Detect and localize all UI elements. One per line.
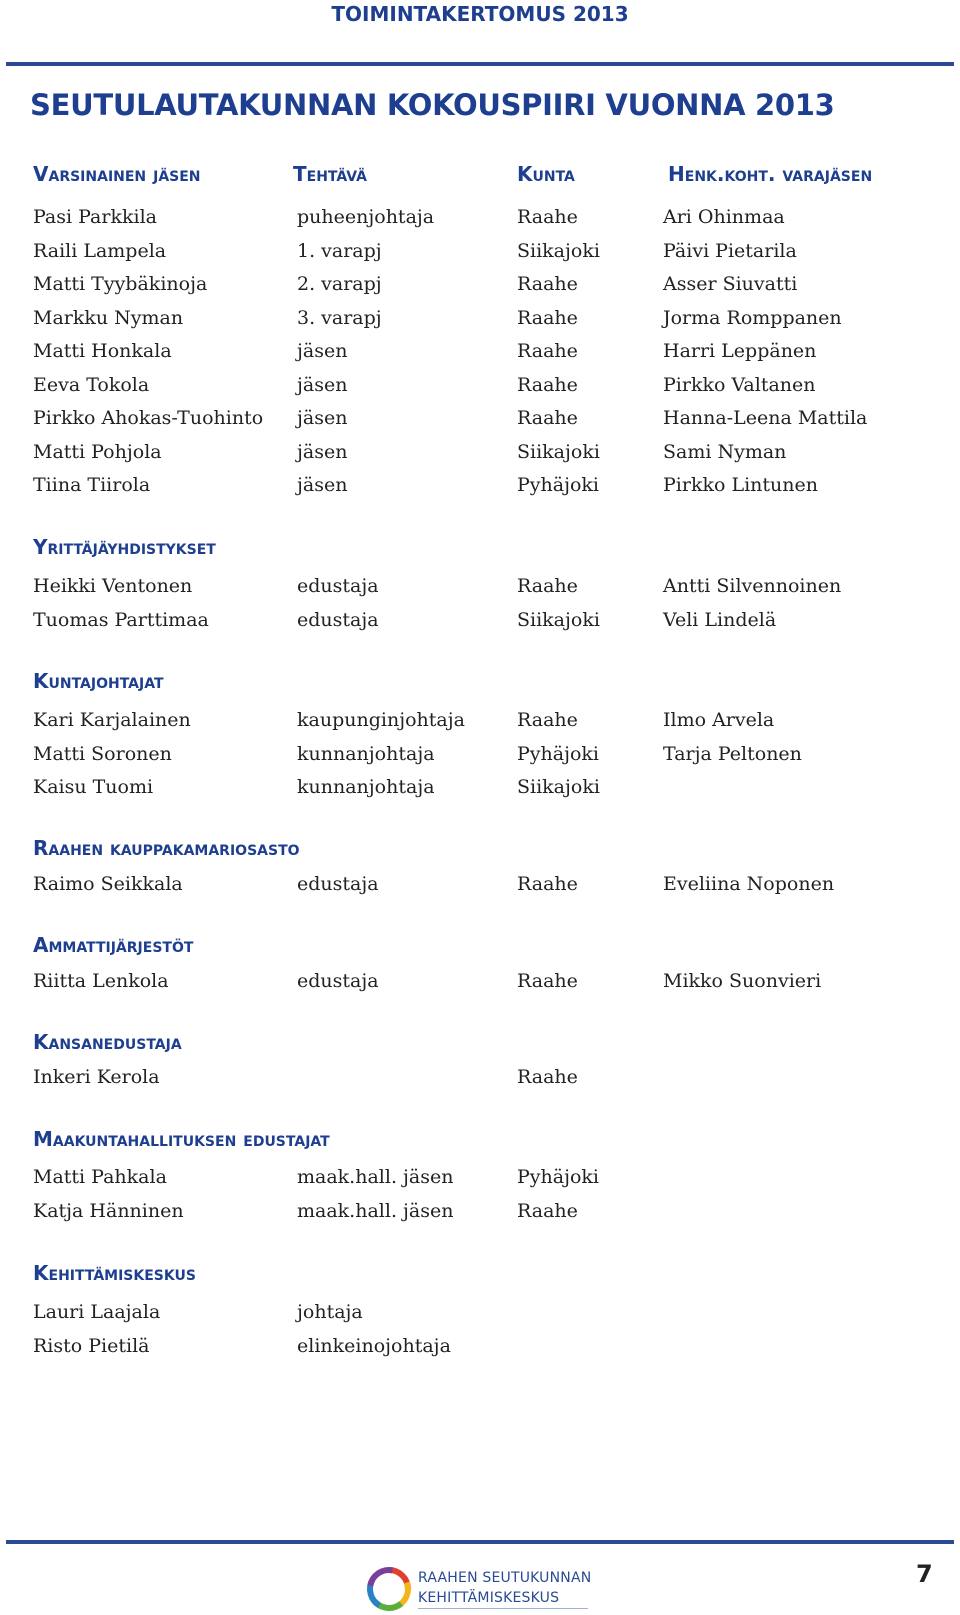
member-name: Kari Karjalainen	[33, 709, 191, 731]
role: kunnanjohtaja	[297, 776, 435, 798]
role: edustaja	[297, 575, 379, 597]
member-name: Katja Hänninen	[33, 1200, 184, 1222]
role: johtaja	[297, 1301, 363, 1323]
list-item	[0, 741, 960, 771]
deputy-name: Harri Leppänen	[663, 340, 817, 362]
page-title: SEUTULAUTAKUNNAN KOKOUSPIIRI VUONNA 2013	[30, 88, 835, 122]
deputy-name: Eveliina Noponen	[663, 873, 835, 895]
municipality: Pyhäjoki	[517, 743, 600, 765]
deputy-name: Hanna-Leena Mattila	[663, 407, 868, 429]
list-item	[0, 968, 960, 998]
role: maak.hall. jäsen	[297, 1200, 454, 1222]
column-header-deputy: henk.koht. varajäsen	[668, 162, 873, 186]
municipality: Raahe	[517, 1200, 578, 1222]
deputy-name: Veli Lindelä	[663, 609, 777, 631]
member-name: Risto Pietilä	[33, 1335, 150, 1357]
list-item	[0, 871, 960, 901]
list-item	[0, 1064, 960, 1094]
role: edustaja	[297, 970, 379, 992]
member-name: Eeva Tokola	[33, 374, 150, 396]
municipality: Siikajoki	[517, 240, 600, 262]
member-name: Tiina Tiirola	[33, 474, 151, 496]
municipality: Raahe	[517, 1066, 578, 1088]
role: puheenjohtaja	[297, 206, 435, 228]
footer-rule	[6, 1540, 954, 1544]
member-name: Pasi Parkkila	[33, 206, 157, 228]
member-name: Matti Tyybäkinoja	[33, 273, 208, 295]
role: jäsen	[297, 374, 348, 396]
member-name: Matti Pohjola	[33, 441, 162, 463]
role: 3. varapj	[297, 307, 382, 329]
municipality: Raahe	[517, 273, 578, 295]
logo-text-line2: KEHITTÄMISKESKUS	[418, 1590, 560, 1606]
member-name: Matti Soronen	[33, 743, 172, 765]
header-rule	[6, 62, 954, 66]
list-item	[0, 1198, 960, 1228]
role: kunnanjohtaja	[297, 743, 435, 765]
member-name: Pirkko Ahokas-Tuohinto	[33, 407, 264, 429]
member-name: Markku Nyman	[33, 307, 184, 329]
role: jäsen	[297, 407, 348, 429]
section-heading: Raahen kauppakamariosasto	[33, 836, 300, 860]
deputy-name: Mikko Suonvieri	[663, 970, 822, 992]
municipality: Pyhäjoki	[517, 1166, 600, 1188]
member-name: Raimo Seikkala	[33, 873, 183, 895]
municipality: Raahe	[517, 307, 578, 329]
list-item	[0, 707, 960, 737]
deputy-name: Ari Ohinmaa	[663, 206, 785, 228]
member-name: Heikki Ventonen	[33, 575, 193, 597]
member-name: Tuomas Parttimaa	[33, 609, 209, 631]
list-item	[0, 607, 960, 637]
role: edustaja	[297, 609, 379, 631]
list-item	[0, 774, 960, 804]
list-item	[0, 573, 960, 603]
member-name: Kaisu Tuomi	[33, 776, 154, 798]
role: 1. varapj	[297, 240, 382, 262]
section-heading: Maakuntahallituksen edustajat	[33, 1127, 330, 1151]
municipality: Raahe	[517, 340, 578, 362]
section-heading: Ammattijärjestöt	[33, 933, 194, 957]
deputy-name: Sami Nyman	[663, 441, 787, 463]
deputy-name: Jorma Romppanen	[663, 307, 842, 329]
role: jäsen	[297, 441, 348, 463]
deputy-name: Ilmo Arvela	[663, 709, 775, 731]
municipality: Raahe	[517, 407, 578, 429]
role: maak.hall. jäsen	[297, 1166, 454, 1188]
deputy-name: Päivi Pietarila	[663, 240, 797, 262]
role: kaupunginjohtaja	[297, 709, 465, 731]
table-row	[0, 204, 960, 234]
running-header: TOIMINTAKERTOMUS 2013	[331, 2, 629, 26]
municipality: Raahe	[517, 873, 578, 895]
municipality: Siikajoki	[517, 776, 600, 798]
role: jäsen	[297, 340, 348, 362]
list-item	[0, 1299, 960, 1329]
role: jäsen	[297, 474, 348, 496]
municipality: Raahe	[517, 374, 578, 396]
list-item	[0, 1333, 960, 1363]
member-name: Raili Lampela	[33, 240, 167, 262]
table-row	[0, 238, 960, 268]
member-name: Matti Pahkala	[33, 1166, 167, 1188]
column-header-member: Varsinainen jäsen	[33, 162, 201, 186]
table-row	[0, 405, 960, 435]
municipality: Siikajoki	[517, 441, 600, 463]
role: edustaja	[297, 873, 379, 895]
page-number: 7	[916, 1560, 933, 1588]
table-row	[0, 372, 960, 402]
member-name: Lauri Laajala	[33, 1301, 161, 1323]
deputy-name: Asser Siuvatti	[663, 273, 798, 295]
logo-text-line1: RAAHEN SEUTUKUNNAN	[418, 1570, 592, 1586]
table-row	[0, 305, 960, 335]
deputy-name: Antti Silvennoinen	[663, 575, 842, 597]
municipality: Raahe	[517, 575, 578, 597]
section-heading: Yrittäjäyhdistykset	[33, 535, 216, 559]
member-name: Riitta Lenkola	[33, 970, 169, 992]
municipality: Raahe	[517, 970, 578, 992]
deputy-name: Pirkko Lintunen	[663, 474, 818, 496]
municipality: Pyhäjoki	[517, 474, 600, 496]
table-row	[0, 338, 960, 368]
table-row	[0, 472, 960, 502]
ring-logo-icon	[365, 1565, 413, 1613]
section-heading: Kansanedustaja	[33, 1030, 182, 1054]
municipality: Raahe	[517, 709, 578, 731]
member-name: Matti Honkala	[33, 340, 172, 362]
column-header-role: tehtävä	[293, 162, 368, 186]
role: elinkeinojohtaja	[297, 1335, 451, 1357]
column-header-municipality: kunta	[517, 162, 575, 186]
list-item	[0, 1164, 960, 1194]
section-heading: Kehittämiskeskus	[33, 1261, 196, 1285]
section-heading: Kuntajohtajat	[33, 669, 164, 693]
table-row	[0, 439, 960, 469]
table-row	[0, 271, 960, 301]
deputy-name: Pirkko Valtanen	[663, 374, 816, 396]
municipality: Raahe	[517, 206, 578, 228]
deputy-name: Tarja Peltonen	[663, 743, 802, 765]
municipality: Siikajoki	[517, 609, 600, 631]
role: 2. varapj	[297, 273, 382, 295]
logo-underline	[418, 1608, 588, 1609]
member-name: Inkeri Kerola	[33, 1066, 160, 1088]
